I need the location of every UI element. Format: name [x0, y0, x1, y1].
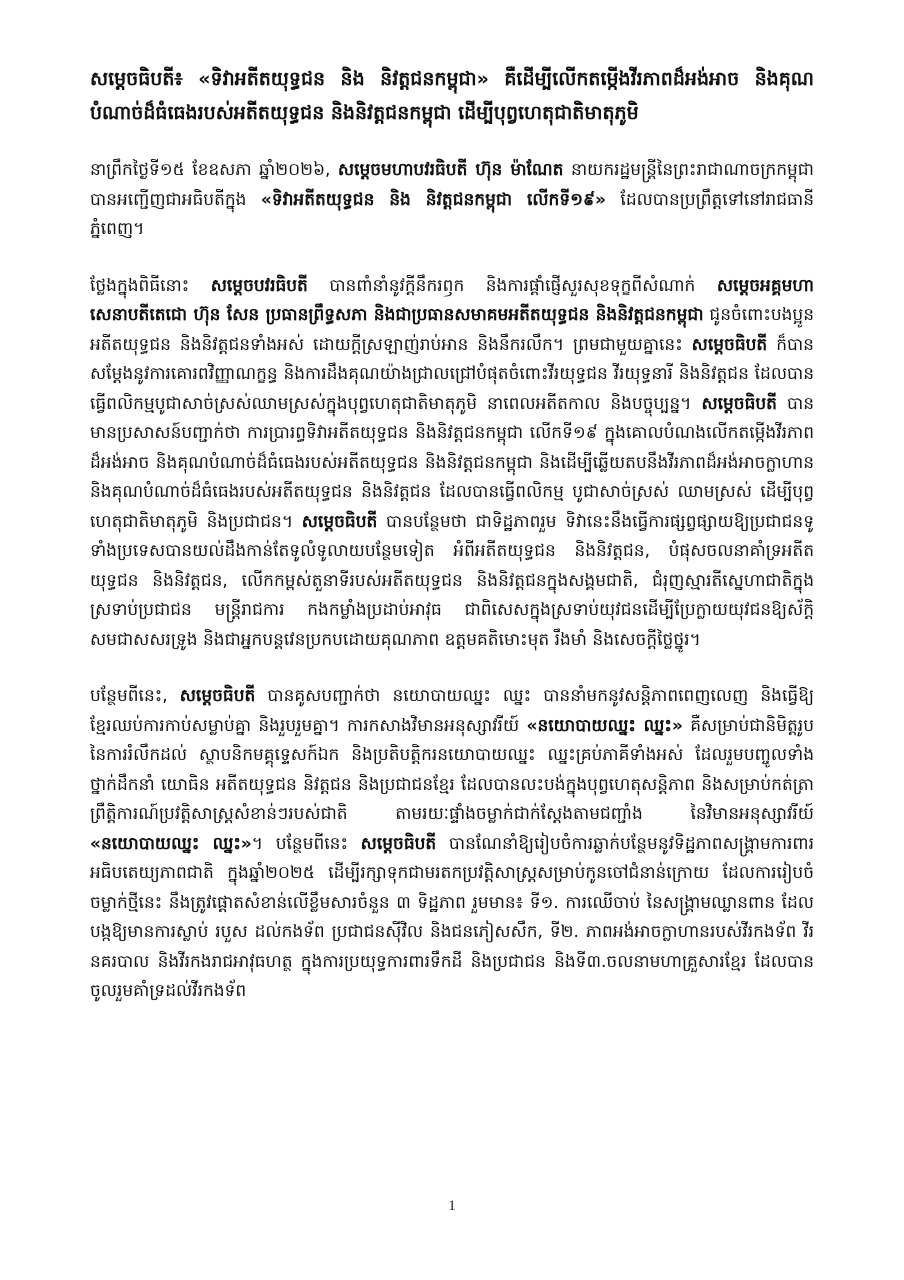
body-text: បានបន្ថែមថា ជាទិដ្ឋភាពរួម ទិវានេះនឹងធ្វើការផ្សព្វផ្សាយឱ្យប្រជាជនទូទាំងប្រទេសបានយល់ដឹងកាន់តែទូលំទូលាយបន្ថែមទៀត អំពីអតីតយុទ្ធជន និងនិវត្តជន, បំផុសចលនាគាំទ្រអតីតយុទ្ធជន និងនិវត្តជន, លើកកម្ពស់តួនាទីរបស់អតីតយុទ្ធជន និងនិវត្តជនក្នុងសង្គមជាតិ, ជំរុញស្មារតីស្នេហាជាតិក្នុងស្រទាប់ប្រជាជន មន្ត្រីរាជការ កងកម្លាំងប្រដាប់អាវុធ ជាពិសេសក្នុងស្រទាប់យុវជនដើម្បីប្រែក្លាយយុវជនឱ្យស័ក្តិសមជាសសរទ្រូង និងជាអ្នកបន្តវេនប្រកបដោយគុណភាព ឧត្តមគតិមោះមុត រឹងមាំ និងសេចក្តីថ្លៃថ្នូរ។ [90, 511, 814, 650]
bold-text: សម្តេចធិបតី [179, 686, 256, 706]
bold-text: សម្តេចបវរធិបតី [210, 275, 308, 296]
bold-text: សម្តេចមហាបវរធិបតី ហ៊ុន ម៉ាណែត [337, 160, 564, 180]
page-number: 1 [448, 1198, 456, 1214]
body-text: បន្ថែមពីនេះ, [90, 686, 180, 706]
body-text: នាយករដ្ឋមន្ត្រីនៃព្រះរាជាណាចក្រកម្ពុជា បានអញ្ជើញជាអធិបតីក្នុង [90, 160, 814, 210]
bold-text: «នយោបាយឈ្នះ ឈ្នះ» [526, 715, 683, 736]
body-text: នាព្រឹកថ្ងៃទី១៥ ខែឧសភា ឆ្នាំ២០២៦, [90, 160, 338, 180]
body-text: បានពាំនាំនូវក្តីនឹករឭក និងការផ្តាំផ្ញើសួរសុខទុក្ខពីសំណាក់ [307, 275, 717, 296]
paragraph-3 [90, 682, 814, 1007]
bold-text: សម្តេចធិបតី [701, 393, 777, 414]
body-text: បានគូសបញ្ជាក់ថា នយោបាយឈ្នះ ឈ្នះ បាននាំមកនូវសន្តិភាពពេញលេញ និងធ្វើឱ្យខ្មែរឈប់ការកាប់សម្លាប់គ្នា និងរួបរួមគ្នា។ ការកសាងវិមានអនុស្សាវរីយ៍ [90, 686, 815, 736]
paragraph-1 [90, 156, 814, 245]
bold-text: «ទិវាអតីតយុទ្ធជន និង និវត្តជនកម្ពុជា លើកទី១៩» [260, 189, 607, 210]
body-text: ។ បន្ថែមពីនេះ [251, 833, 361, 854]
bold-text: សម្តេចធិបតី [301, 511, 378, 532]
body-text: បានណែនាំឱ្យរៀបចំការឆ្លាក់បន្ថែមនូវទិដ្ឋភាពសង្គ្រាមការពារអធិបតេយ្យភាពជាតិ ក្នុងឆ្នាំ២០២៥ ដើម្បីរក្សាទុកជាមរតកប្រវត្តិសាស្ត្រសម្រាប់កូនចៅជំនាន់ក្រោយ ដែលការរៀបចំចម្លាក់ថ្មីនេះ នឹងត្រូវផ្តោតសំខាន់លើខ្លឹមសារចំនួន ៣ ទិដ្ឋភាព រួមមាន៖ ទី១. ការឈើចាប់ នៃសង្គ្រាមឈ្លានពាន ដែលបង្កឱ្យមានការស្លាប់ របួស ដល់កងទ័ព ប្រជាជនស៊ីវិល និងជនភៀសសឹក, ទី២. ភាពអង់អាចក្លាហានរបស់វីរកងទ័ព វីរនគរបាល និងវីរកងរាជអាវុធហត្ថ ក្នុងការប្រយុទ្ធការពារទឹកដី និងប្រជាជន និងទី៣.ចលនាមហាគ្រួសារខ្មែរ ដែលបានចូលរួមគាំទ្រដល់វីរកងទ័ព [90, 833, 814, 1001]
bold-text: «នយោបាយឈ្នះ ឈ្នះ» [90, 833, 252, 854]
article-body [90, 156, 814, 1007]
body-text: ជូនចំពោះបងប្អូនអតីតយុទ្ធជន និងនិវត្តជនទាំងអស់ ដោយក្តីស្រឡាញ់រាប់អាន និងនឹករលឹក។ ព្រមជាមួយគ្នានេះ [90, 305, 815, 355]
bold-text: សម្តេចធិបតី [691, 334, 768, 355]
bold-text: សម្តេចអគ្គមហាសេនាបតីតេជោ ហ៊ុន សែន ប្រធានព្រឹទ្ធសភា និងជាប្រធានសមាគមអតីតយុទ្ធជន និងនិវត្តជនកម្ពុជា [90, 275, 814, 325]
body-text: បានមានប្រសាសន៍បញ្ជាក់ថា ការប្រារព្ធទិវាអតីតយុទ្ធជន និងនិវត្តជនកម្ពុជា លើកទី១៩ ក្នុងគោលបំណងលើកតម្កើងវីរភាពដ៏អង់អាច និងគុណបំណាច់ដ៏ធំធេងរបស់អតីតយុទ្ធជន និងនិវត្តជនកម្ពុជា និងដើម្បីឆ្លើយតបនឹងវីរភាពដ៏អង់អាចក្លាហាន និងគុណបំណាច់ដ៏ធំធេងរបស់អតីតយុទ្ធជន និងនិវត្តជន ដែលបានធ្វើពលិកម្ម បូជាសាច់ស្រស់ ឈាមស្រស់ ដើម្បីបុព្វហេតុជាតិមាតុភូមិ និងប្រជាជន។ [90, 393, 815, 532]
body-text: ដែលបានប្រព្រឹត្តទៅនៅរាជធានីភ្នំពេញ។ [90, 189, 814, 239]
paragraph-2 [90, 272, 814, 656]
headline: សម្តេចធិបតី៖ «ទិវាអតីតយុទ្ធជន និង និវត្តជនកម្ពុជា» គឺដើម្បីលើកតម្កើងវីរភាពដ៏អង់អាច និងគុណបំណាច់ដ៏ធំធេងរបស់អតីតយុទ្ធជន និងនិវត្តជនកម្ពុជា ដើម្បីបុព្វហេតុជាតិមាតុភូមិ [90, 68, 814, 124]
bold-text: សម្តេចធិបតី [360, 833, 437, 854]
body-text: គឺសម្រាប់ជានិមិត្តរូប នៃការរំលឹកដល់ ស្ថាបនិកមគ្គុទ្ទេសក៍ឯក និងប្រតិបត្តិករនយោបាយឈ្នះ ឈ្នះគ្រប់ភាគីទាំងអស់ ដែលរួមបញ្ចូលទាំងថ្នាក់ដឹកនាំ យោធិន អតីតយុទ្ធជន និវត្តជន និងប្រជាជនខ្មែរ ដែលបានលះបង់ក្នុងបុព្វហេតុសន្តិភាព និងសម្រាប់កត់ត្រាព្រឹត្តិការណ៍ប្រវត្តិសាស្ត្រសំខាន់ៗរបស់ជាតិ តាមរយៈផ្ទាំងចម្លាក់ជាក់ស្តែងតាមជញ្ជាំង នៃវិមានអនុស្សាវរីយ៍ [90, 715, 814, 824]
body-text: ក៏បានសម្តែងនូវការគោរពវិញ្ញាណក្ខន្ធ និងការដឹងគុណយ៉ាងជ្រាលជ្រៅបំផុតចំពោះវីរយុទ្ធជន វីរយុទ្ធនារី និងនិវត្តជន ដែលបានធ្វើពលិកម្មបូជាសាច់ស្រស់ឈាមស្រស់ក្នុងបុព្វហេតុជាតិមាតុភូមិ នាពេលអតីតកាល និងបច្ចុប្បន្ន។ [90, 334, 814, 414]
body-text: ថ្លែងក្នុងពិធីនោះ [90, 275, 211, 296]
